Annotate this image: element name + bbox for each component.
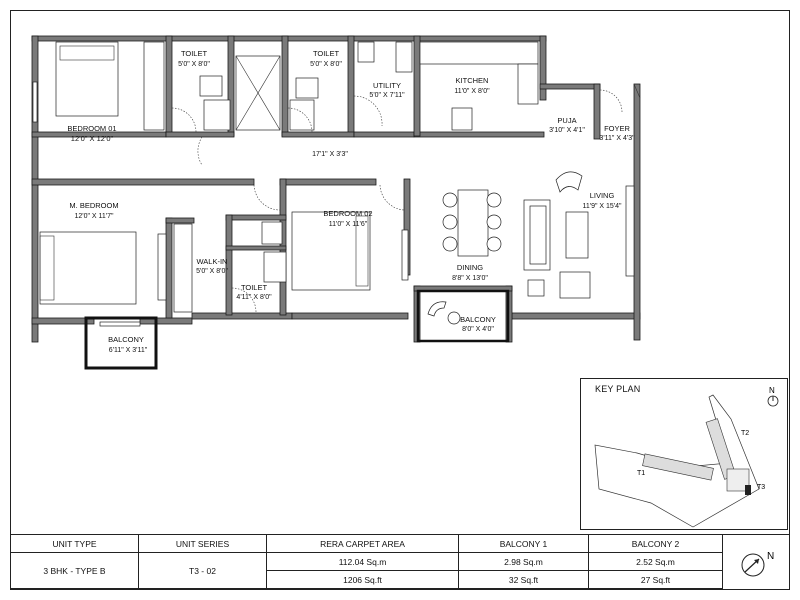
window-bedroom01 [33, 82, 37, 122]
kitchen-counter-top [420, 42, 538, 64]
wc-toilet1 [200, 76, 222, 96]
wall-toilet3-mid [226, 246, 286, 250]
coffee-table [566, 212, 588, 258]
key-plan [580, 378, 788, 530]
puja-size: 3'10" X 4'1" [549, 127, 585, 134]
bedroom02-name: BEDROOM 02 [323, 209, 373, 218]
wardrobe-bedroom01 [144, 42, 164, 130]
balcony1-size: 6'11" X 3'11" [108, 347, 148, 354]
wall-bed01-right [166, 36, 172, 136]
window-mbedroom [100, 322, 140, 326]
table-header-row [11, 535, 723, 553]
puja-name: PUJA [557, 116, 577, 125]
key-plan-title: KEY PLAN [595, 384, 641, 394]
wall-puja-foyer [594, 84, 600, 139]
toilet3-name: TOILET [240, 283, 268, 292]
north-compass-icon [723, 535, 789, 589]
bedroom02-size: 11'0" X 11'6" [328, 221, 368, 228]
wall-kitchen-bottom [414, 132, 544, 137]
toilet1-name: TOILET [180, 49, 208, 58]
kitchen-counter-right [518, 64, 538, 104]
toilet2-size: 5'0" X 8'0" [310, 61, 342, 68]
foyer-name: FOYER [604, 124, 630, 133]
armchair-living [560, 272, 590, 298]
balcony2-size: 8'0" X 4'0" [462, 326, 494, 333]
tv-unit-living [626, 186, 634, 276]
carpet-sqft-value: 1206 Sq.ft [267, 571, 459, 589]
lounge-chair [556, 172, 582, 192]
bedroom01-name: BEDROOM 01 [67, 124, 117, 133]
door-toilet1 [172, 108, 196, 132]
balcony-table [448, 312, 460, 324]
key-plan-t1: T1 [637, 470, 646, 477]
dining-table [458, 190, 488, 256]
north-indicator-box [722, 534, 790, 590]
chair-2 [443, 215, 457, 229]
chair-1 [443, 193, 457, 207]
key-plan-north-label: N [769, 386, 775, 395]
toilet2-name: TOILET [312, 49, 340, 58]
wall-toilet1-bottom [166, 132, 234, 137]
chair-5 [487, 215, 501, 229]
kitchen-fridge [452, 108, 472, 130]
window-bedroom02 [402, 230, 408, 280]
living-name: LIVING [589, 191, 615, 200]
basin-toilet2 [290, 100, 314, 130]
toilet3-size: 4'11" X 8'0" [236, 294, 272, 301]
utility-size: 5'0" X 7'11" [369, 92, 405, 99]
door-utility [354, 96, 382, 126]
bed-bedroom01 [56, 42, 118, 116]
header-unit-series: UNIT SERIES [139, 535, 267, 553]
toilet1-size: 5'0" X 8'0" [178, 61, 210, 68]
header-balcony1: BALCONY 1 [459, 535, 589, 553]
chair-4 [487, 193, 501, 207]
balcony2-sqft-value: 27 Sq.ft [589, 571, 723, 589]
wall-toilet2-bottom [282, 132, 354, 137]
wall-walkin-top [166, 218, 194, 223]
key-plan-drawing [581, 379, 787, 529]
walkin-name: WALK-IN [196, 257, 228, 266]
wc-toilet2 [296, 78, 318, 98]
unit-type-value: 3 BHK - TYPE B [11, 553, 139, 589]
chair-6 [487, 237, 501, 251]
wall-bottom-e [512, 313, 640, 319]
living-size: 11'9" X 15'4" [582, 203, 622, 210]
wall-right [634, 84, 640, 340]
walkin-size: 5'0" X 8'0" [196, 268, 228, 275]
dining-name: DINING [456, 263, 484, 272]
header-carpet-area: RERA CARPET AREA [267, 535, 459, 553]
wall-bed02-top [280, 179, 376, 185]
header-unit-type: UNIT TYPE [11, 535, 139, 553]
unit-highlight [745, 485, 751, 495]
balcony-chair [428, 302, 446, 316]
mbedroom-name: M. BEDROOM [69, 201, 119, 210]
door-foyer [600, 90, 622, 112]
mbedroom-size: 12'0" X 11'7" [74, 213, 114, 220]
unit-info-table [10, 534, 723, 589]
passage-size: 17'1" X 3'3" [312, 151, 348, 158]
key-plan-t2: T2 [741, 430, 750, 437]
balcony1-name: BALCONY [108, 335, 144, 344]
bed-mbedroom [40, 232, 136, 304]
unit-series-value: T3 - 02 [139, 553, 267, 589]
kitchen-name: KITCHEN [455, 76, 489, 85]
carpet-sqm-value: 112.04 Sq.m [267, 553, 459, 571]
balcony1-sqm-value: 2.98 Sq.m [459, 553, 589, 571]
foyer-size: 3'11" X 4'3" [599, 135, 635, 142]
kitchen-size: 11'0" X 8'0" [454, 88, 490, 95]
wall-toilet2-right [348, 36, 354, 136]
utility-name: UTILITY [373, 81, 401, 90]
wall-toilet3-top [226, 215, 286, 220]
header-balcony2: BALCONY 2 [589, 535, 723, 553]
sofa-seat [530, 206, 546, 264]
door-bedroom01 [198, 137, 202, 165]
basin-toilet3 [264, 252, 286, 282]
wall-top [32, 36, 546, 41]
bedroom01-size: 12'0" X 12'0" [70, 134, 114, 143]
wall-mbed-right [166, 218, 172, 318]
utility-sink [358, 42, 374, 62]
key-plan-t3: T3 [757, 484, 766, 491]
wc-toilet3 [262, 222, 282, 244]
dining-size: 8'8" X 13'0" [452, 275, 488, 282]
wall-mbed-top [32, 179, 254, 185]
balcony2-sqm-value: 2.52 Sq.m [589, 553, 723, 571]
wall-utility-bottom [354, 132, 414, 137]
side-table [528, 280, 544, 296]
north-label: N [767, 551, 775, 562]
wall-utility-right [414, 36, 420, 136]
wall-bottom-c [192, 313, 292, 319]
table-row [11, 553, 723, 571]
door-mbedroom [254, 185, 280, 210]
wall-toilet2-left [282, 36, 288, 136]
basin-toilet1 [204, 100, 230, 130]
utility-washer [396, 42, 412, 72]
balcony2-name: BALCONY [460, 315, 496, 324]
wall-bottom-d [292, 313, 408, 319]
wall-kitchen-right [540, 36, 546, 100]
balcony1-sqft-value: 32 Sq.ft [459, 571, 589, 589]
door-bedroom02 [380, 185, 404, 210]
tv-unit-mbedroom [158, 234, 166, 300]
wardrobe-walkin [174, 224, 192, 312]
wall-puja-top [540, 84, 600, 89]
chair-3 [443, 237, 457, 251]
